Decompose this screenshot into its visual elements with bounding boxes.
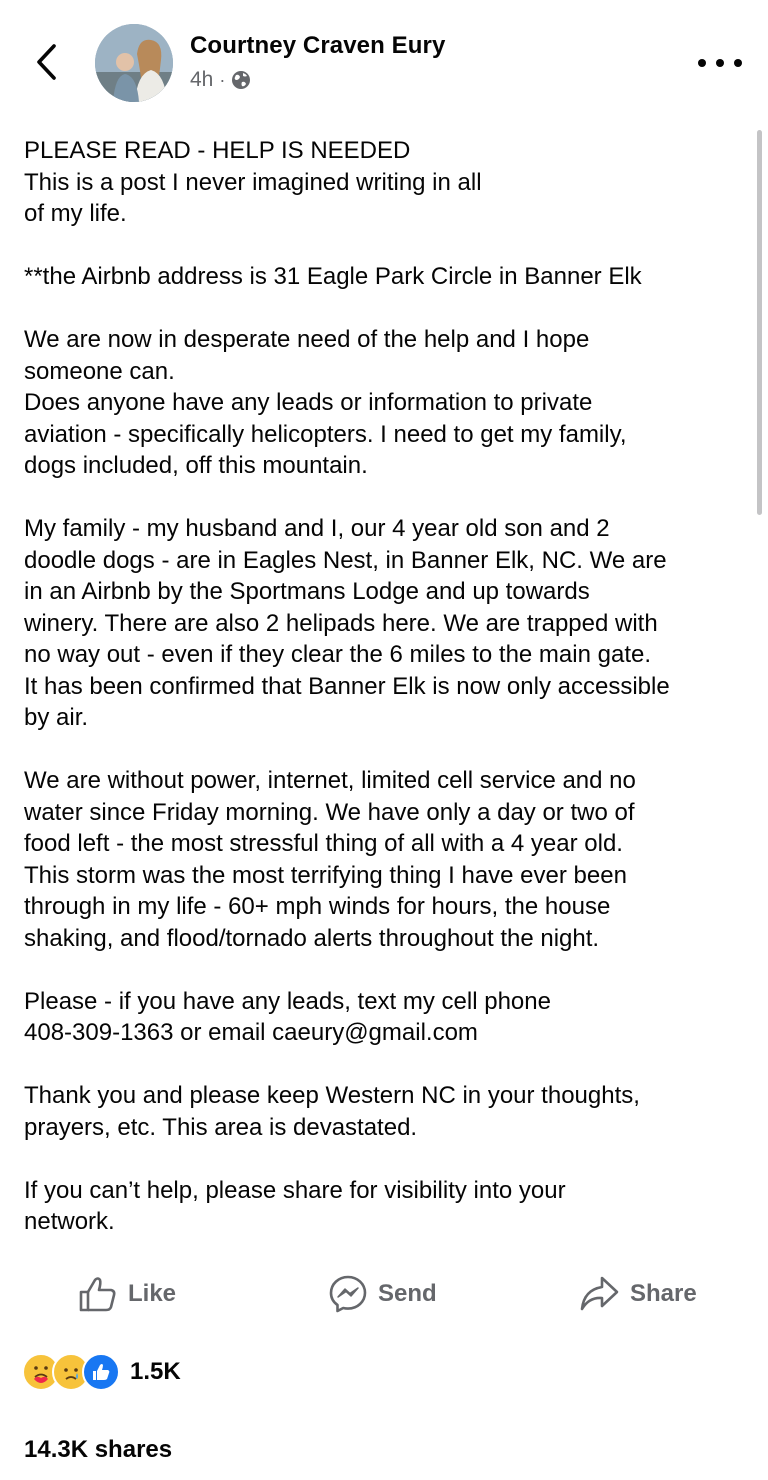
- shares-count[interactable]: 14.3K shares: [24, 1436, 173, 1463]
- send-button[interactable]: [328, 1274, 437, 1314]
- post-paragraph: My family - my husband and I, our 4 year old son and 2 doodle dogs - are in Eagles Nest, in Banner Elk, NC. We are in an Airbnb by the Sportmans Lodge and up towards winery. There are also 2 helipads here. We are trapped with no way out - even if they clear the 6 miles to the main gate. It has been confirmed that Banner Elk is now only accessible by air.: [24, 515, 670, 731]
- post-paragraph: Please - if you have any leads, text my cell phone 408-309-1363 or email caeury@gmail.com: [24, 987, 551, 1046]
- chevron-left-icon: [35, 43, 57, 81]
- post-paragraph: We are without power, internet, limited cell service and no water since Friday morning. We have only a day or two of food left - the most stressful thing of all with a 4 year old. This storm was the most terrifying thing I have ever been through in my life - 60+ mph winds for hours, the house shaking, and flood/tornado alerts throughout the night.: [24, 767, 636, 952]
- send-label: Send: [378, 1280, 437, 1307]
- thumbs-up-icon: [78, 1274, 118, 1314]
- post-paragraph: **the Airbnb address is 31 Eagle Park Circle in Banner Elk: [24, 263, 642, 290]
- share-arrow-icon: [578, 1274, 620, 1314]
- post-header: [0, 0, 768, 120]
- reactions-summary[interactable]: [22, 1352, 181, 1392]
- post-paragraph: If you can’t help, please share for visibility into your network.: [24, 1176, 566, 1235]
- action-bar: [0, 1262, 768, 1326]
- post-paragraph: PLEASE READ - HELP IS NEEDED This is a post I never imagined writing in all of my life.: [24, 137, 482, 227]
- author-name[interactable]: Courtney Craven Eury: [190, 32, 446, 59]
- more-options-button[interactable]: [698, 48, 742, 78]
- post-paragraph: Thank you and please keep Western NC in your thoughts, prayers, etc. This area is devastated.: [24, 1082, 640, 1141]
- post-timestamp[interactable]: 4h: [190, 68, 214, 91]
- share-button[interactable]: [578, 1274, 697, 1314]
- globe-icon: [231, 70, 251, 90]
- profile-photo: [95, 24, 173, 102]
- like-button[interactable]: [78, 1274, 176, 1314]
- avatar[interactable]: [95, 24, 173, 102]
- post-meta: [190, 68, 251, 92]
- post-paragraph: We are now in desperate need of the help and I hope someone can. Does anyone have any leads or information to private aviation - specifically helicopters. I need to get my family, dogs included, off this mountain.: [24, 326, 627, 479]
- reaction-count: 1.5K: [130, 1358, 181, 1385]
- like-reaction-icon: [82, 1353, 120, 1391]
- more-horizontal-icon: [734, 59, 742, 67]
- share-label: Share: [630, 1280, 697, 1307]
- messenger-icon: [328, 1274, 368, 1314]
- back-button[interactable]: [26, 38, 66, 86]
- meta-separator: ·: [219, 69, 226, 90]
- like-label: Like: [128, 1280, 177, 1307]
- scrollbar[interactable]: [757, 130, 762, 515]
- more-horizontal-icon: [716, 59, 724, 67]
- more-horizontal-icon: [698, 59, 706, 67]
- post-body: [24, 135, 748, 1238]
